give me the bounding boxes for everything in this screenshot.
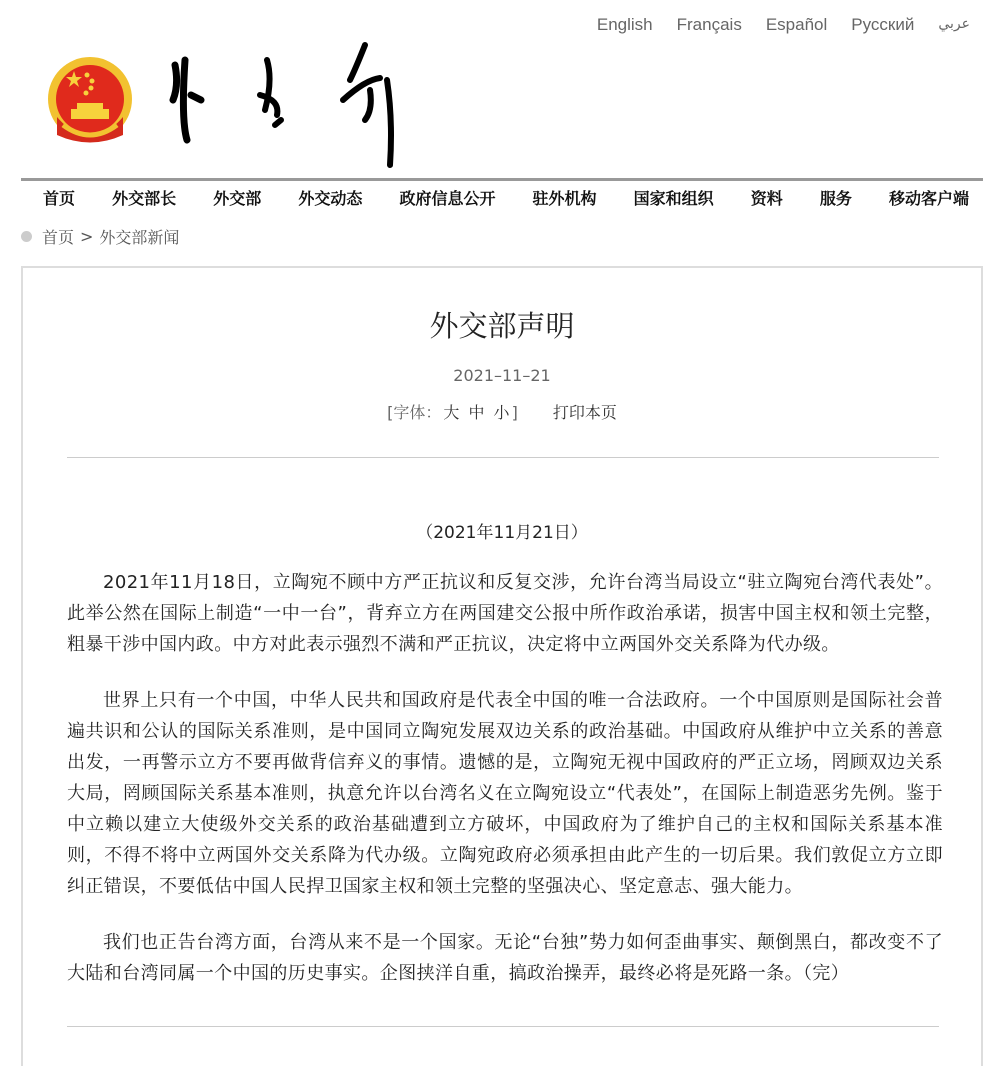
nav-missions[interactable]: 驻外机构 [532, 189, 597, 208]
font-small-button[interactable]: 小 [493, 403, 510, 422]
ministry-calligraphy-logo[interactable] [165, 40, 425, 170]
article-tools [23, 400, 981, 423]
article-date: 2021–11–21 [453, 366, 551, 385]
article-paragraph: 2021年11月18日，立陶宛不顾中方严正抗议和反复交涉，允许台湾当局设立“驻立陶宛台湾代表处”。此举公然在国际上制造“一中一台”，背弃立方在两国建交公报中所作政治承诺，损害中国主权和领土完整，粗暴干涉中国内政。中方对此表示强烈不满和严正抗议，决定将中立两国外交关系降为代办级。 [67, 572, 943, 655]
article-paragraph: 世界上只有一个中国，中华人民共和国政府是代表全中国的唯一合法政府。一个中国原则是国际社会普遍共识和公认的国际关系准则，是中国同立陶宛发展双边关系的政治基础。中国政府从维护中立关系的善意出发，一再警示立方不要再做背信弃义的事情。遗憾的是，立陶宛无视中国政府的严正立场，罔顾双边关系大局，罔顾国际关系基本准则，执意允许以台湾名义在立陶宛设立“代表处”，在国际上制造恶劣先例。鉴于中立赖以建立大使级外交关系的政治基础遭到立方破坏，中国政府为了维护自己的主权和国际关系基本准则，不得不将中立两国外交关系降为代办级。立陶宛政府必须承担由此产生的一切后果。我们敦促立方立即纠正错误，不要低估中国人民捍卫国家主权和领土完整的坚强决心、坚定意志、强大能力。 [67, 690, 943, 897]
lang-arabic[interactable]: عربي [938, 15, 970, 31]
print-button[interactable]: 打印本页 [552, 403, 617, 422]
nav-gov-info[interactable]: 政府信息公开 [399, 189, 496, 208]
lang-french[interactable]: Français [676, 15, 742, 34]
national-emblem-logo[interactable] [47, 55, 133, 147]
nav-divider [21, 178, 983, 181]
article-paragraph: 我们也正告台湾方面，台湾从来不是一个国家。无论“台独”势力如何歪曲事实、颠倒黑白，都改变不了大陆和台湾同属一个中国的历史事实。企图挟洋自重，搞政治操弄，最终必将是死路一条。（完） [67, 932, 943, 984]
breadcrumb [21, 225, 179, 248]
breadcrumb-home[interactable]: 首页 [42, 228, 75, 247]
font-medium-button[interactable]: 中 [468, 403, 485, 422]
lang-russian[interactable]: Русский [851, 15, 915, 34]
lang-spanish[interactable]: Español [765, 15, 828, 34]
nav-minister[interactable]: 外交部长 [112, 189, 177, 208]
divider [67, 457, 939, 458]
page-title: 外交部声明 [429, 309, 575, 343]
font-size-label: [字体： [387, 403, 442, 422]
font-large-button[interactable]: 大 [443, 403, 460, 422]
main-nav [21, 186, 983, 209]
lang-english[interactable]: English [596, 15, 653, 34]
article-dateline: （2021年11月21日） [416, 523, 588, 543]
article-body [67, 567, 943, 1014]
nav-ministry[interactable]: 外交部 [213, 189, 262, 208]
nav-mobile[interactable]: 移动客户端 [888, 189, 969, 208]
nav-home[interactable]: 首页 [43, 189, 76, 208]
breadcrumb-bullet-icon [21, 231, 32, 242]
language-links [597, 15, 970, 35]
nav-resources[interactable]: 资料 [750, 189, 783, 208]
nav-services[interactable]: 服务 [819, 189, 852, 208]
nav-countries[interactable]: 国家和组织 [633, 189, 714, 208]
divider [67, 1026, 939, 1027]
article-container [21, 266, 983, 1066]
breadcrumb-separator: > [80, 227, 94, 246]
nav-activities[interactable]: 外交动态 [298, 189, 363, 208]
breadcrumb-current[interactable]: 外交部新闻 [99, 228, 180, 247]
font-size-label-close: ] [511, 403, 518, 422]
